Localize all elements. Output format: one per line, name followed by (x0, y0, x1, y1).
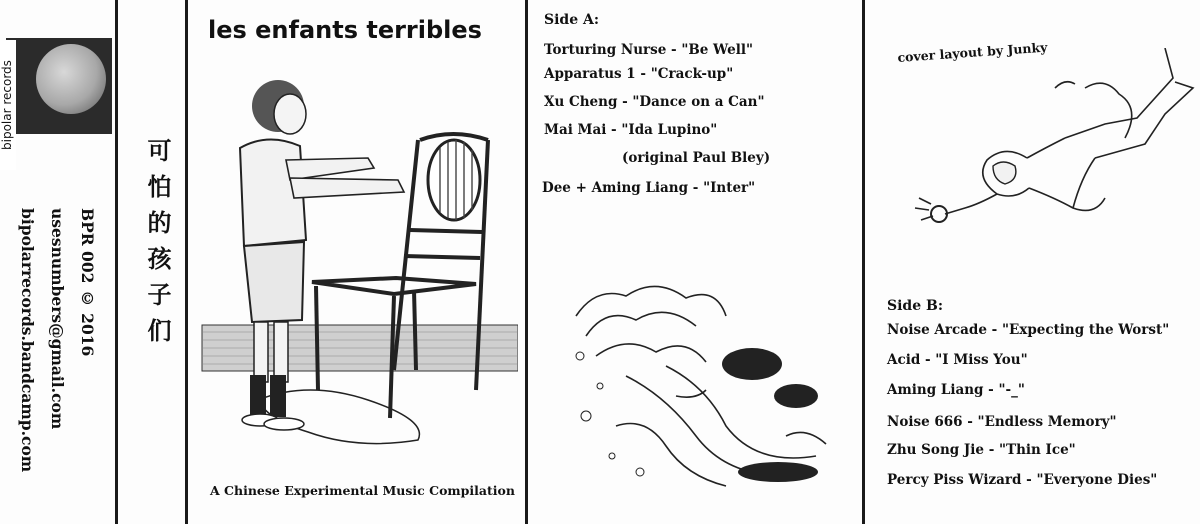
label-name: bipolar records (0, 40, 16, 170)
boy-and-chair-illustration (198, 70, 518, 470)
front-cover-panel (188, 0, 528, 524)
side-a-track: Xu Cheng - "Dance on a Can" (544, 94, 765, 110)
moon-icon (36, 44, 106, 114)
spine-panel (0, 0, 118, 524)
side-a-track: Apparatus 1 - "Crack-up" (544, 66, 734, 82)
side-b-track: Aming Liang - "-_" (887, 382, 1025, 398)
album-title: les enfants terribles (208, 16, 482, 44)
chinese-title: 可怕的孩子们 (143, 138, 171, 354)
side-a-track: Dee + Aming Liang - "Inter" (542, 180, 756, 196)
side-a-track: Mai Mai - "Ida Lupino" (544, 122, 718, 138)
side-a-panel (528, 0, 865, 524)
side-b-track: Zhu Song Jie - "Thin Ice" (887, 442, 1076, 458)
side-a-track: Torturing Nurse - "Be Well" (544, 42, 753, 58)
bandcamp-url: bipolarrecords.bandcamp.com (18, 208, 37, 473)
side-b-track: Noise Arcade - "Expecting the Worst" (887, 322, 1170, 338)
side-b-track: Percy Piss Wizard - "Everyone Dies" (887, 472, 1158, 488)
side-b-title: Side B: (887, 298, 943, 314)
album-subtitle: A Chinese Experimental Music Compilation (210, 483, 515, 498)
side-a-title: Side A: (544, 12, 600, 28)
layout-credit: cover layout by Junky (897, 39, 1048, 65)
side-a-track-note: (original Paul Bley) (622, 150, 771, 166)
chinese-title-panel (118, 0, 188, 524)
side-b-panel (865, 0, 1200, 524)
side-b-track: Acid - "I Miss You" (887, 352, 1028, 368)
contact-email: usesnumbers@gmail.com (48, 208, 67, 430)
sleeping-face-illustration (556, 276, 838, 498)
catalog-number: BPR 002 © 2016 (78, 208, 97, 357)
bipolar-records-logo (6, 38, 112, 134)
side-b-track: Noise 666 - "Endless Memory" (887, 414, 1117, 430)
flying-figure-illustration (905, 48, 1195, 258)
